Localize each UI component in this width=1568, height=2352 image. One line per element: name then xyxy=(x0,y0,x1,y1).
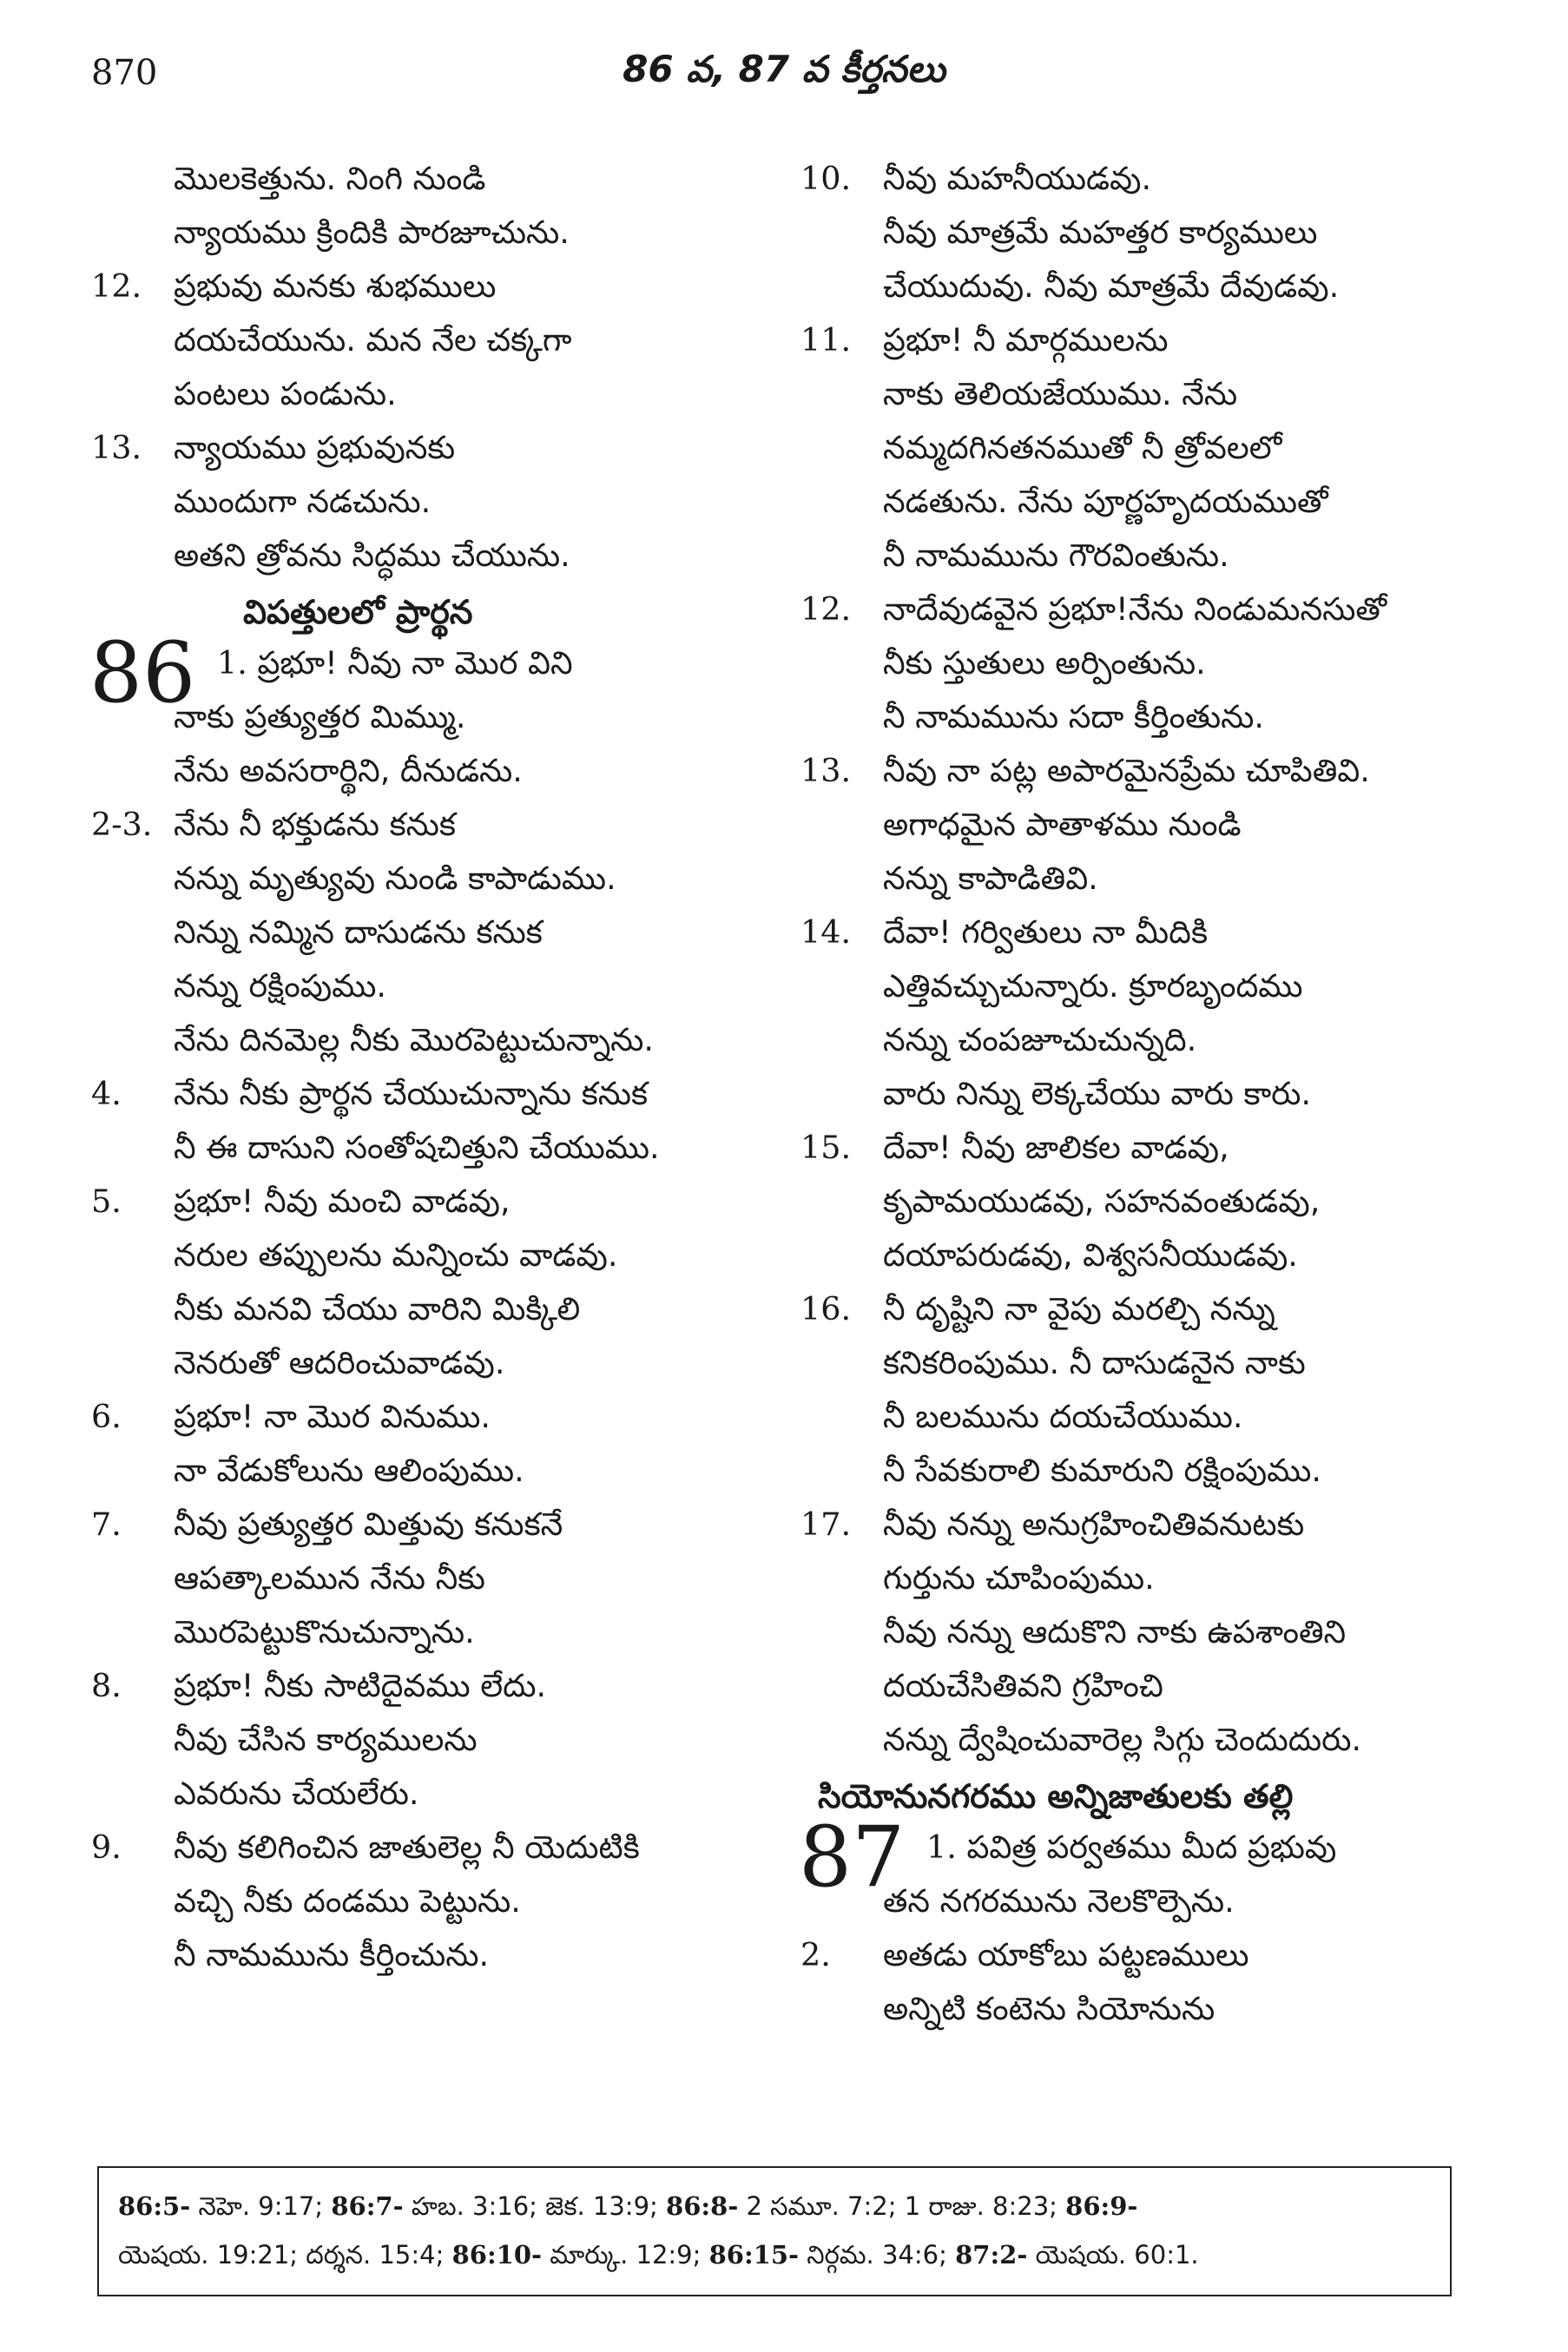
verse-line: నీవు మాత్రమే మహత్తర కార్యములు xyxy=(883,214,1318,251)
verse-line: ఎత్తివచ్చుచున్నారు. క్రూరబృందము xyxy=(883,967,1303,1005)
verse xyxy=(91,1498,760,1659)
verse-line: నడతును. నేను పూర్ణహృదయముతో xyxy=(883,483,1328,520)
verse xyxy=(91,798,760,1067)
verse-line: నీకు మనవి చేయు వారిని మిక్కిలి xyxy=(174,1290,581,1328)
verse-line: నన్ను చంపజూచుచున్నది. xyxy=(883,1021,1197,1058)
verse-text: పవిత్ర పర్వతము మీద ప్రభువు xyxy=(966,1828,1337,1866)
verse-group xyxy=(800,152,1460,1767)
verse xyxy=(800,313,1460,583)
footnote-ref: 86:9- xyxy=(1065,2191,1138,2221)
verse xyxy=(800,1121,1460,1282)
verse xyxy=(91,260,760,421)
verse xyxy=(800,1282,1460,1498)
verse-number: 13. xyxy=(91,429,142,466)
verse-line: వారు నిన్ను లెక్కచేయు వారు కారు. xyxy=(883,1075,1312,1112)
footnote-ref: 86:5- xyxy=(118,2191,191,2221)
verse-line: నీకు స్తుతులు అర్పింతును. xyxy=(883,644,1206,682)
verse-line: ప్రభువు మనకు శుభములు xyxy=(174,267,497,305)
verse-line: అతడు యాకోబు పట్టణములు xyxy=(883,1936,1249,1973)
verse-line: అన్నిటి కంటెను సియోనును xyxy=(883,1990,1216,2027)
verse-line: నన్ను రక్షింపుము. xyxy=(174,967,386,1005)
verse-line: చేయుదువు. నీవు మాత్రమే దేవుడవు. xyxy=(883,267,1340,305)
verse-number: 2. xyxy=(800,1936,831,1973)
verse-number: 8. xyxy=(91,1667,122,1704)
verse-number: 17. xyxy=(800,1505,852,1543)
verse-number: 13. xyxy=(800,752,852,789)
page-title: 86 వ, 87 వ కీర్తనలు xyxy=(623,48,945,90)
verse-number: 10. xyxy=(800,160,852,197)
verse-group xyxy=(91,260,760,583)
verse-number: 7. xyxy=(91,1505,122,1543)
footnote-line xyxy=(118,2230,1431,2279)
page-number: 870 xyxy=(91,53,158,93)
verse-line: ప్రభూ! నీకు సాటిదైవము లేదు. xyxy=(174,1667,547,1704)
verse xyxy=(91,1067,760,1175)
verse-line: ఎవరును చేయలేరు. xyxy=(174,1775,419,1812)
verse-line: నీవు నన్ను అనుగ్రహించితివనుటకు xyxy=(883,1505,1305,1543)
verse-line: ముందుగా నడచును. xyxy=(174,483,432,520)
verse-line: నాకు ప్రత్యుత్తర మిమ్ము. xyxy=(174,698,466,735)
verse-line: నీవు నా పట్ల అపారమైనప్రేమ చూపితివి. xyxy=(883,752,1370,789)
psalm-86-heading: విపత్తులలో ప్రార్థన xyxy=(243,593,473,631)
verse-number: 1. xyxy=(926,1828,957,1866)
left-column xyxy=(91,152,760,1982)
verse-line: నీ దృష్టిని నా వైపు మరల్చి నన్ను xyxy=(883,1290,1275,1328)
verse-number: 14. xyxy=(800,913,852,951)
verse xyxy=(800,1498,1460,1767)
verse-line: నేను దినమెల్ల నీకు మొరపెట్టుచున్నాను. xyxy=(174,1021,655,1058)
footnote-text: 2 సమూ. 7:2; 1 రాజు. 8:23; xyxy=(738,2191,1066,2221)
footnote-ref: 86:8- xyxy=(666,2191,739,2221)
verse-line: కనికరింపుము. నీ దాసుడనైన నాకు xyxy=(883,1344,1306,1381)
verse-line: నేను అవసరార్థిని, దీనుడను. xyxy=(174,752,523,789)
verse-line: ప్రభూ! నా మొర వినుము. xyxy=(174,1398,491,1435)
verse xyxy=(91,421,760,583)
verse-line: నమ్మదగినతనముతో నీ త్రోవలలో xyxy=(883,429,1282,466)
verse-line: దేవా! నీవు జాలికల వాడవు, xyxy=(883,1129,1229,1166)
verse-line: అగాధమైన పాతాళము నుండి xyxy=(883,806,1242,843)
verse-line: నన్ను ద్వేషించువారెల్ల సిగ్గు చెందుదురు. xyxy=(883,1721,1362,1758)
footnote-text: నెహె. 9:17; xyxy=(190,2191,332,2221)
verse-number: 15. xyxy=(800,1129,852,1166)
verse-line: నెనరుతో ఆదరించువాడవు. xyxy=(174,1344,505,1381)
verse-line: మొలకెత్తును. నింగి నుండి xyxy=(174,160,486,197)
verse-text: ప్రభూ! నీవు నా మొర విని xyxy=(257,644,573,682)
verse-line: నా వేడుకోలును ఆలింపుము. xyxy=(174,1452,524,1489)
verse-line: నీ నామమును సదా కీర్తింతును. xyxy=(883,698,1265,735)
verse-number: 12. xyxy=(91,267,142,305)
verse-line: నీవు మహనీయుడవు. xyxy=(883,160,1152,197)
verse-line xyxy=(926,1821,1460,1874)
verse xyxy=(800,152,1460,313)
footnote-line xyxy=(118,2182,1431,2230)
verse-line: దయచేయును. మన నేల చక్కగా xyxy=(174,321,572,359)
footnote-text: హబ. 3:16; జెక. 13:9; xyxy=(403,2191,667,2221)
verse-line: నీవు నన్ను ఆదుకొని నాకు ఉపశాంతిని xyxy=(883,1613,1347,1650)
verse-line: నీ సేవకురాలి కుమారుని రక్షింపుము. xyxy=(883,1452,1322,1489)
verse-line: నన్ను మృత్యువు నుండి కాపాడుము. xyxy=(174,860,616,897)
footnote-text: యెషయ. 19:21; దర్శన. 15:4; xyxy=(118,2240,452,2270)
verse-line: న్యాయము ప్రభువునకు xyxy=(174,429,456,466)
verse-line: ప్రభూ! నీవు మంచి వాడవు, xyxy=(174,1183,511,1220)
verse-line: తన నగరమును నెలకొల్పెను. xyxy=(883,1882,1235,1920)
verse-line: నిన్ను నమ్మిన దాసుడను కనుక xyxy=(174,913,543,951)
footnote-ref: 86:10- xyxy=(451,2240,543,2270)
footnote-ref: 86:15- xyxy=(708,2240,800,2270)
verse-group xyxy=(91,798,760,1982)
cross-reference-footnote xyxy=(97,2166,1452,2296)
verse-number: 1. xyxy=(217,644,247,682)
verse-line: గుర్తును చూపింపుము. xyxy=(883,1559,1155,1597)
psalm-87-verse-1-cont xyxy=(800,1874,1460,1928)
psalm-86-verse-1-cont xyxy=(91,690,760,798)
verse-line: నరుల తప్పులను మన్నించు వాడవు. xyxy=(174,1236,618,1274)
verse-line: కృపామయుడవు, సహనవంతుడవు, xyxy=(883,1183,1321,1220)
verse-line: నీ బలమును దయచేయుము. xyxy=(883,1398,1243,1435)
verse-number: 12. xyxy=(800,590,852,628)
verse-line: ప్రభూ! నీ మార్గములను xyxy=(883,321,1169,359)
verse-number: 9. xyxy=(91,1828,122,1866)
verse xyxy=(800,583,1460,744)
verse-line: న్యాయము క్రిందికి పారజూచును. xyxy=(174,214,570,251)
verse-line: నీ నామమును కీర్తించును. xyxy=(174,1936,490,1973)
verse-line: నాదేవుడవైన ప్రభూ!నేను నిండుమనసుతో xyxy=(883,590,1387,628)
right-column xyxy=(800,152,1460,2036)
footnote-text: మార్కు. 12:9; xyxy=(542,2240,709,2270)
verse-number: 16. xyxy=(800,1290,852,1328)
verse xyxy=(800,1928,1460,2036)
verse-line: మొరపెట్టుకొనుచున్నాను. xyxy=(174,1613,475,1650)
verse-line: నాకు తెలియజేయుము. నేను xyxy=(883,375,1238,412)
verse-line: నీవు చేసిన కార్యములను xyxy=(174,1721,478,1758)
verse-line: నీ ఈ దాసుని సంతోషచిత్తుని చేయుము. xyxy=(174,1129,660,1166)
psalm-87-number: 87 xyxy=(799,1808,906,1906)
verse xyxy=(91,1175,760,1390)
verse-group xyxy=(800,1928,1460,2036)
verse-number: 2-3. xyxy=(91,806,153,843)
continued-verse xyxy=(91,152,760,260)
verse-line: నీవు ప్రత్యుత్తర మిత్తువు కనుకనే xyxy=(174,1505,563,1543)
verse-number: 4. xyxy=(91,1075,122,1112)
running-head xyxy=(0,48,1568,109)
verse-number: 6. xyxy=(91,1398,122,1435)
verse xyxy=(800,744,1460,906)
verse-line: నన్ను కాపాడితివి. xyxy=(883,860,1098,897)
psalm-86-number: 86 xyxy=(89,624,196,721)
verse xyxy=(91,1390,760,1498)
verse xyxy=(91,1659,760,1821)
verse-number: 5. xyxy=(91,1183,122,1220)
verse-line: వచ్చి నీకు దండము పెట్టును. xyxy=(174,1882,521,1920)
verse-line: నీ నామమును గౌరవింతును. xyxy=(883,537,1229,574)
psalm-87-heading: సియోనునగరము అన్నిజాతులకు తల్లి xyxy=(818,1777,1294,1815)
footnote-ref: 87:2- xyxy=(955,2240,1028,2270)
verse-line: దయచేసితివని గ్రహించి xyxy=(883,1667,1163,1704)
verse-line: నీవు కలిగించిన జాతులెల్ల నీ యెదుటికి xyxy=(174,1828,640,1866)
verse-line xyxy=(217,636,760,690)
verse-line: పంటలు పండును. xyxy=(174,375,397,412)
footnote-text: యెషయ. 60:1. xyxy=(1027,2240,1199,2270)
verse-line: అతని త్రోవను సిద్ధము చేయును. xyxy=(174,537,570,574)
verse-line: దేవా! గర్వితులు నా మీదికి xyxy=(883,913,1208,951)
verse-line: దయాపరుడవు, విశ్వసనీయుడవు. xyxy=(883,1236,1298,1274)
verse xyxy=(91,1821,760,1982)
verse-line: ఆపత్కాలమున నేను నీకు xyxy=(174,1559,485,1597)
verse-number: 11. xyxy=(800,321,852,359)
footnote-ref: 86:7- xyxy=(331,2191,404,2221)
footnote-text: నిర్గమ. 34:6; xyxy=(799,2240,956,2270)
verse xyxy=(800,906,1460,1121)
verse-line: నేను నీకు ప్రార్థన చేయుచున్నాను కనుక xyxy=(174,1075,649,1112)
verse-line: నేను నీ భక్తుడను కనుక xyxy=(174,806,456,843)
